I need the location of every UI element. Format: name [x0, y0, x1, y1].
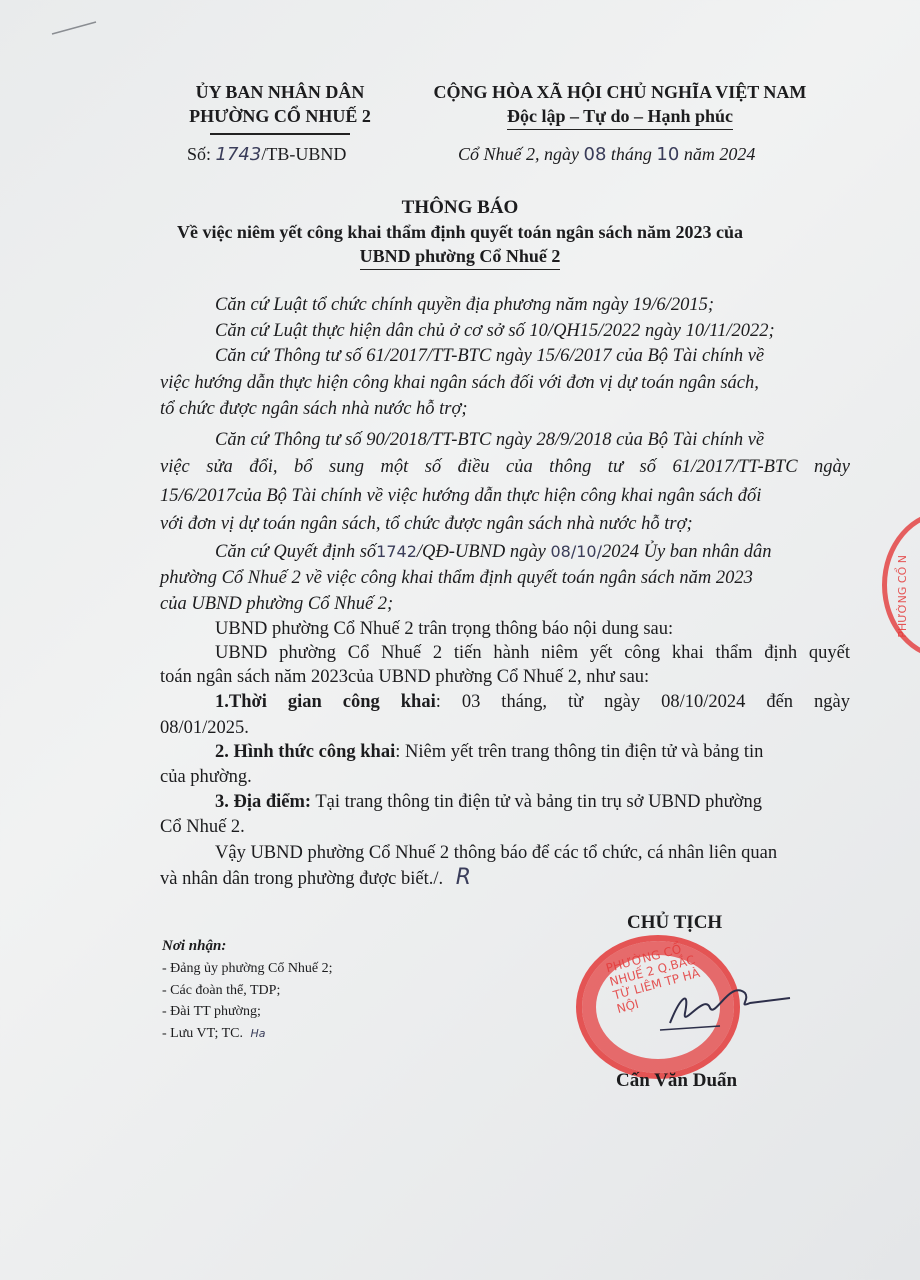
- closing-line2: và nhân dân trong phường được biết./. R: [160, 865, 472, 890]
- document-number: Số: 1743/TB-UBND: [187, 144, 347, 165]
- item3-line1: 3. Địa điểm: Tại trang thông tin điện tử và bảng tin trụ sở UBND phường: [215, 792, 762, 812]
- item2-line1: 2. Hình thức công khai: Niêm yết trên trang thông tin điện tử và bảng tin: [215, 742, 764, 762]
- nation-name: CỘNG HÒA XÃ HỘI CHỦ NGHĨA VIỆT NAM: [433, 82, 807, 102]
- doc-title: THÔNG BÁO: [401, 197, 519, 218]
- handwritten-decision-number: 1742: [376, 542, 417, 561]
- edge-seal-text: PHƯỜNG CỔ N: [896, 555, 909, 638]
- basis-4-line3: 15/6/2017của Bộ Tài chính về việc hướng dẫn thực hiện công khai ngân sách đối: [160, 486, 762, 506]
- basis-1: Căn cứ Luật tổ chức chính quyền địa phương năm ngày 19/6/2015;: [215, 295, 714, 315]
- recipient-1: - Đảng ủy phường Cổ Nhuế 2;: [162, 961, 333, 976]
- handwritten-number: 1743: [215, 144, 262, 165]
- signer-name: Cấn Văn Duẩn: [616, 1070, 738, 1091]
- basis-2: Căn cứ Luật thực hiện dân chủ ở cơ sở số 10/QH15/2022 ngày 10/11/2022;: [215, 321, 775, 341]
- recipient-initial: Ha: [250, 1027, 266, 1040]
- doc-subtitle-2: UBND phường Cổ Nhuế 2: [100, 244, 820, 270]
- intro-text: UBND phường Cổ Nhuế 2 trân trọng thông báo nội dung sau:: [215, 619, 674, 639]
- basis-5-line3: của UBND phường Cổ Nhuế 2;: [160, 594, 394, 614]
- recipient-4: - Lưu VT; TC. Ha: [162, 1026, 266, 1041]
- recipients-title: Nơi nhận:: [162, 938, 227, 954]
- item2-line2: của phường.: [160, 767, 252, 787]
- header-right: [395, 80, 845, 130]
- signer-title: CHỦ TỊCH: [627, 912, 723, 933]
- item1-line2: 08/01/2025.: [160, 718, 249, 738]
- agency-parent: ỦY BAN NHÂN DÂN: [195, 82, 365, 102]
- basis-3-line1: Căn cứ Thông tư số 61/2017/TT-BTC ngày 15/6/2017 của Bộ Tài chính về: [215, 346, 765, 366]
- recipient-3: - Đài TT phường;: [162, 1004, 261, 1019]
- seal-text: PHƯỜNG CỔ NHUẾ 2 Q.BẮC TỪ LIÊM TP HÀ NỘI: [604, 941, 702, 1016]
- basis-3-line3: tổ chức được ngân sách nhà nước hỗ trợ;: [160, 399, 468, 419]
- recipient-2: - Các đoàn thể, TDP;: [162, 983, 281, 998]
- signature-scribble: [650, 968, 800, 1038]
- header-left: [150, 80, 410, 135]
- handwritten-day: 08: [583, 144, 607, 165]
- basis-3-line2: việc hướng dẫn thực hiện công khai ngân sách đối với đơn vị dự toán ngân sách,: [160, 373, 759, 393]
- basis-4-line1: Căn cứ Thông tư số 90/2018/TT-BTC ngày 28/9/2018 của Bộ Tài chính về: [215, 430, 765, 450]
- pencil-mark: [50, 18, 100, 38]
- agency-name: PHƯỜNG CỔ NHUẾ 2: [189, 106, 371, 126]
- item1-line1: 1.Thời gian công khai: 03 tháng, từ ngày 08/10/2024 đến ngày: [215, 692, 850, 712]
- basis-5-line1: Căn cứ Quyết định số1742/QĐ-UBND ngày 08/10/2024 Ủy ban nhân dân: [215, 542, 772, 562]
- handwritten-decision-date: 08/10/: [550, 542, 602, 561]
- item3-line2: Cổ Nhuế 2.: [160, 817, 245, 837]
- handwritten-month: 10: [656, 144, 680, 165]
- basis-4-line2: việc sửa đổi, bổ sung một số điều của thông tư số 61/2017/TT-BTC ngày: [160, 457, 850, 477]
- agency-underline: [210, 133, 350, 135]
- closing-line1: Vậy UBND phường Cổ Nhuế 2 thông báo để các tổ chức, cá nhân liên quan: [215, 843, 778, 863]
- basis-4-line4: với đơn vị dự toán ngân sách, tổ chức được ngân sách nhà nước hỗ trợ;: [160, 514, 693, 534]
- doc-subtitle-1: Về việc niêm yết công khai thẩm định quyết toán ngân sách năm 2023 của: [176, 222, 744, 242]
- basis-5-line2: phường Cổ Nhuế 2 về việc công khai thẩm định quyết toán ngân sách năm 2023: [160, 568, 753, 588]
- issue-date: Cổ Nhuế 2, ngày 08 tháng 10 năm 2024: [458, 144, 756, 165]
- motto: Độc lập – Tự do – Hạnh phúc: [395, 104, 845, 130]
- title-block: [100, 196, 820, 270]
- para1-line1: UBND phường Cổ Nhuế 2 tiến hành niêm yết công khai thẩm định quyết: [215, 643, 850, 663]
- para1-line2: toán ngân sách năm 2023của UBND phường Cổ Nhuế 2, như sau:: [160, 667, 650, 687]
- handwritten-initial: R: [455, 865, 472, 890]
